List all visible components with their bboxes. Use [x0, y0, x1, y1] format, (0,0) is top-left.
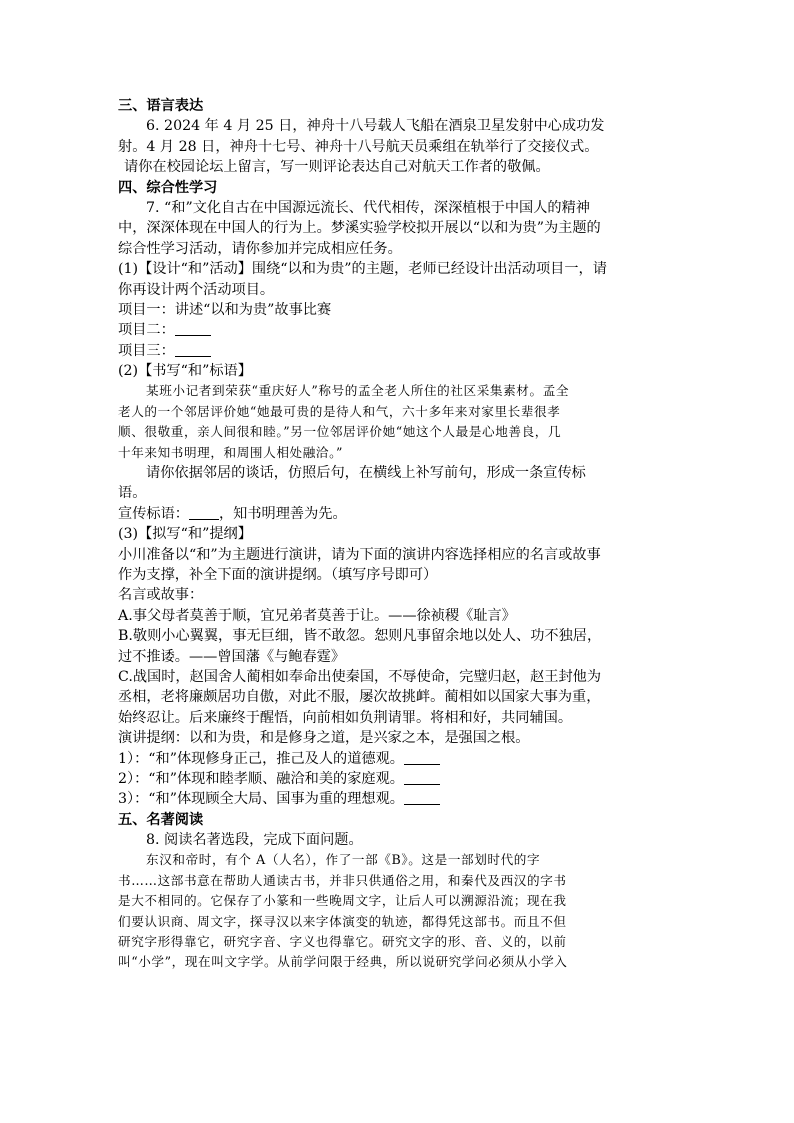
- task2-material-line-1: 某班小记者到荣获“重庆好人”称号的孟全老人所住的社区采集素材。孟全: [146, 383, 570, 399]
- passage-line-4: 们要认识商、周文字，探寻汉以来字体演变的轨迹，都得凭这部书。而且不但: [118, 913, 567, 929]
- item3-label: 项目三：: [118, 342, 175, 359]
- passage-line-2: 书……这部书意在帮助人通读古书，并非只供通俗之用，和秦代及西汉的字书: [118, 872, 567, 888]
- outline-3-row: [118, 789, 678, 809]
- task2-prompt-line-2: 语。: [118, 485, 147, 502]
- task3-prompt-line-2: 作为支撑，补全下面的演讲提纲。（填写序号即可）: [118, 566, 438, 583]
- task3-title: (3)【拟写“和”提纲】: [118, 526, 252, 543]
- document-page: [118, 96, 678, 973]
- passage-line-1: 东汉和帝时，有个 A（人名），作了一部《B》。这是一部划时代的字: [146, 852, 541, 868]
- item1: 项目一：讲述“以和为贵”故事比赛: [118, 301, 332, 318]
- outline-3-blank[interactable]: [404, 790, 440, 805]
- slogan-prefix: 宣传标语：: [118, 505, 189, 522]
- q7-intro-line-2: 中，深深体现在中国人的行为上。梦溪实验学校拟开展以“以和为贵”为主题的: [118, 220, 601, 237]
- q6-line-2: 射。4 月 28 日，神舟十七号、神舟十八号航天员乘组在轨举行了交接仪式。: [118, 138, 599, 155]
- outline-1-blank[interactable]: [404, 750, 440, 765]
- task2-title: (2)【书写“和”标语】: [118, 363, 252, 380]
- task2-material-line-3: 顺、很敬重，亲人间很和睦。”另一位邻居评价她“她这个人最是心地善良，几: [118, 424, 562, 440]
- outline-2-blank[interactable]: [404, 770, 440, 785]
- task2-material-line-2: 老人的一个邻居评价她“她最可贵的是待人和气，六十多年来对家里长辈很孝: [118, 403, 561, 419]
- quote-c-line-1: C.战国时，赵国舍人蔺相如奉命出使秦国，不辱使命，完璧归赵，赵王封他为: [118, 668, 602, 685]
- slogan-blank[interactable]: [189, 505, 219, 520]
- speech-outline: 演讲提纲：以和为贵，和是修身之道，是兴家之本，是强国之根。: [118, 730, 530, 747]
- quote-c-line-3: 始终忍让。后来廉终于醒悟，向前相如负荆请罪。将相和好，共同辅国。: [118, 709, 573, 726]
- q6-line-3: 请你在校园论坛上留言，写一则评论表达自己对航天工作者的敬佩。: [124, 159, 550, 176]
- q7-intro-line-1: 7. “和”文化自古在中国源远流长、代代相传，深深植根于中国人的精神: [146, 199, 590, 216]
- task1-line-1: (1)【设计“和”活动】围绕“以和为贵”的主题，老师已经设计出活动项目一，请: [118, 261, 607, 278]
- task2-prompt-line-1: 请你依据邻居的谈话，仿照后句，在横线上补写前句，形成一条宣传标: [146, 465, 586, 482]
- item3-blank[interactable]: [175, 342, 211, 357]
- section-heading-language: 三、语言表达: [118, 98, 204, 114]
- passage-line-6: 叫“小学”，现在叫文字学。从前学问限于经典，所以说研究学问必须从小学入: [118, 954, 568, 970]
- outline-3: 3）：“和”体现顾全大局、国事为重的理想观。: [118, 791, 404, 808]
- item2-label: 项目二：: [118, 322, 175, 339]
- outline-2: 2）：“和”体现和睦孝顺、融洽和美的家庭观。: [118, 770, 404, 787]
- task2-material-line-4: 十年来知书明理，和周围人相处融洽。”: [118, 444, 344, 460]
- q6-line-1: 6. 2024 年 4 月 25 日，神舟十八号载人飞船在酒泉卫星发射中心成功发: [146, 118, 605, 135]
- quote-c-line-2: 丞相，老将廉颇居功自傲，对此不服，屡次故挑衅。蔺相如以国家大事为重，: [118, 689, 601, 706]
- item3-row: [118, 341, 678, 361]
- passage-line-3: 是大不相同的。它保存了小篆和一些晚周文字，让后人可以溯源沿流；现在我: [118, 893, 567, 909]
- quote-b-line-1: B.敬则小心翼翼，事无巨细，皆不敢忽。恕则凡事留余地以处人、功不独居，: [118, 628, 602, 645]
- item2-blank[interactable]: [175, 321, 211, 336]
- section-heading-comprehensive: 四、综合性学习: [118, 179, 218, 196]
- outline-1-row: [118, 749, 678, 769]
- task1-line-2: 你再设计两个活动项目。: [118, 281, 275, 298]
- passage-line-5: 研究字形得靠它，研究字音、字义也得靠它。研究文字的形、音、义的，以前: [118, 934, 567, 950]
- item2-row: [118, 320, 678, 340]
- q7-intro-line-3: 综合性学习活动，请你参加并完成相应任务。: [118, 240, 402, 257]
- quote-a: A.事父母者莫善于顺，宜兄弟者莫善于让。——徐祯稷《耻言》: [118, 607, 516, 624]
- slogan-row: [118, 504, 678, 524]
- outline-1: 1）：“和”体现修身正己，推己及人的道德观。: [118, 750, 404, 767]
- quotes-label: 名言或故事：: [118, 587, 204, 604]
- slogan-suffix: ，知书明理善为先。: [218, 505, 347, 522]
- outline-2-row: [118, 769, 678, 789]
- section-heading-classics: 五、名著阅读: [118, 811, 204, 828]
- quote-b-line-2: 过不推诿。——曾国藩《与鲍春霆》: [118, 648, 346, 665]
- q8-prompt: 8. 阅读名著选段，完成下面问题。: [146, 832, 363, 849]
- task3-prompt-line-1: 小川准备以“和”为主题进行演讲，请为下面的演讲内容选择相应的名言或故事: [118, 546, 601, 563]
